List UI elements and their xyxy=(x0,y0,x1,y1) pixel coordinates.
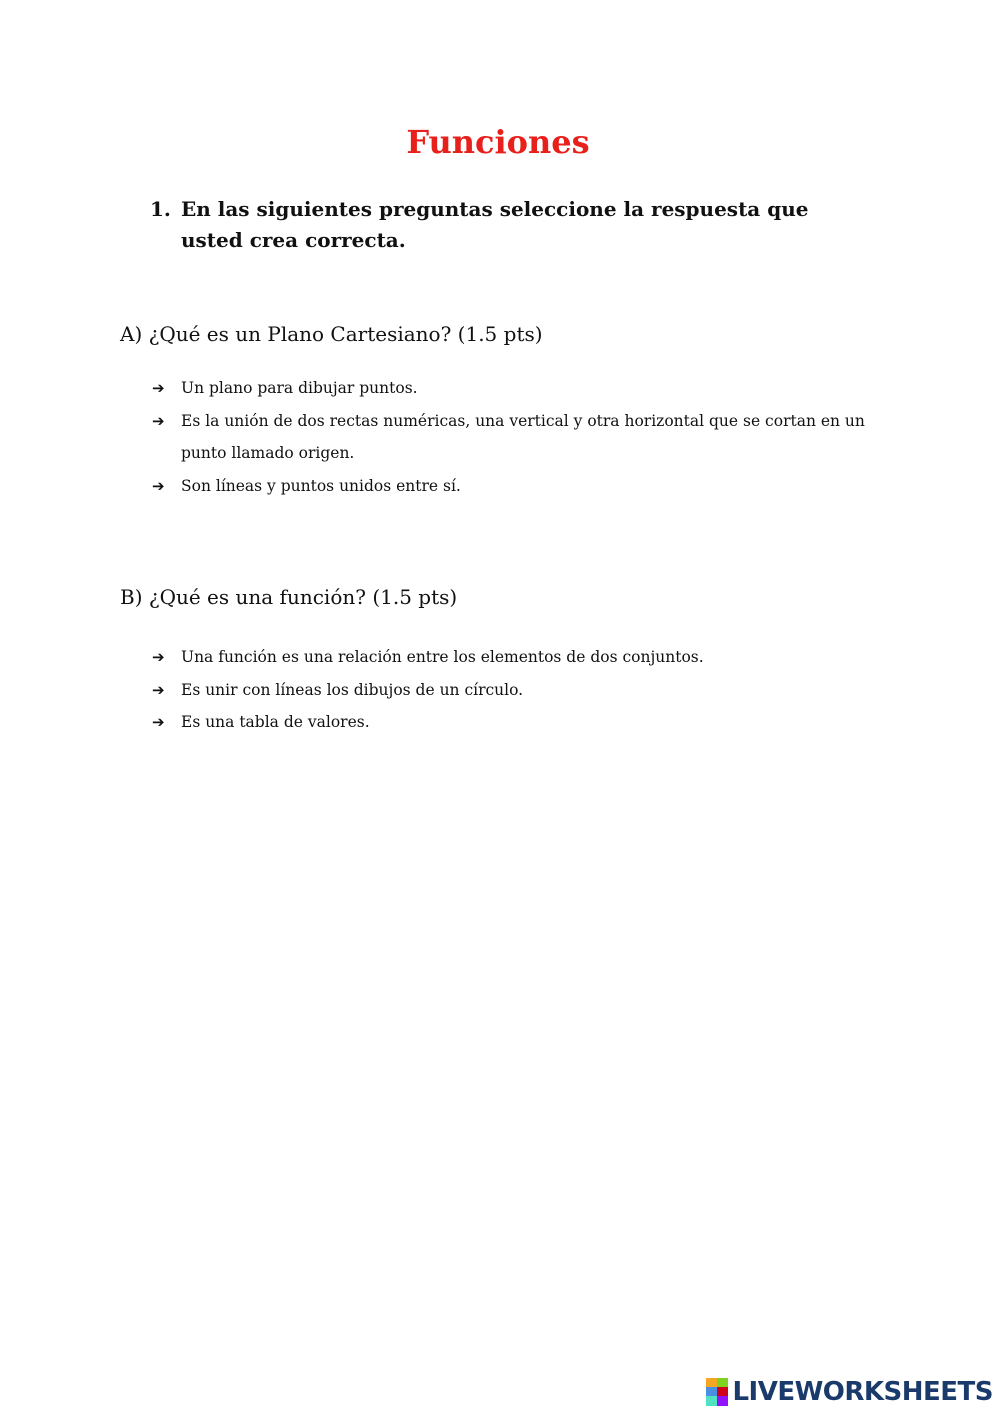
answer-option-text: Un plano para dibujar puntos. xyxy=(181,379,418,397)
page-title: Funciones xyxy=(406,123,590,161)
answer-option[interactable] xyxy=(152,470,872,503)
answer-option[interactable] xyxy=(152,641,872,674)
arrow-right-icon: ➔ xyxy=(152,680,165,699)
answer-option-text: Una función es una relación entre los elementos de dos conjuntos. xyxy=(181,648,704,666)
arrow-right-icon: ➔ xyxy=(152,476,165,495)
arrow-right-icon: ➔ xyxy=(152,648,165,666)
answer-option-text: Son líneas y puntos unidos entre sí. xyxy=(181,476,461,495)
answer-option-text: Es la unión de dos rectas numéricas, una vertical y otra horizontal que se cortan en un punto llamado origen. xyxy=(181,411,865,462)
logo-tile xyxy=(717,1396,728,1406)
answer-option-text: Es unir con líneas los dibujos de un círculo. xyxy=(181,680,524,699)
answer-option[interactable] xyxy=(152,372,872,405)
liveworksheets-logo xyxy=(706,1376,993,1408)
answer-option-text: Es una tabla de valores. xyxy=(181,713,370,731)
logo-tile xyxy=(706,1396,717,1406)
question-a-label: A) ¿Qué es un Plano Cartesiano? (1.5 pts) xyxy=(120,322,543,346)
question-a-options xyxy=(152,372,872,502)
logo-tile xyxy=(717,1378,728,1387)
brand-name: LIVEWORKSHEETS xyxy=(732,1377,993,1407)
arrow-right-icon: ➔ xyxy=(152,379,165,397)
answer-option[interactable] xyxy=(152,706,872,739)
logo-tile xyxy=(706,1387,717,1396)
answer-option[interactable] xyxy=(152,674,872,707)
logo-tile xyxy=(717,1387,728,1396)
instruction-text: En las siguientes preguntas seleccione la respuesta que usted crea correcta. xyxy=(181,197,809,252)
question-b-label: B) ¿Qué es una función? (1.5 pts) xyxy=(120,585,458,609)
logo-mark-icon xyxy=(706,1378,728,1406)
arrow-right-icon: ➔ xyxy=(152,713,165,731)
answer-option[interactable] xyxy=(152,405,872,470)
instruction xyxy=(150,194,840,256)
instruction-number: 1. xyxy=(150,197,171,221)
question-b-options xyxy=(152,641,872,739)
arrow-right-icon: ➔ xyxy=(152,411,165,430)
logo-tile xyxy=(706,1378,717,1387)
